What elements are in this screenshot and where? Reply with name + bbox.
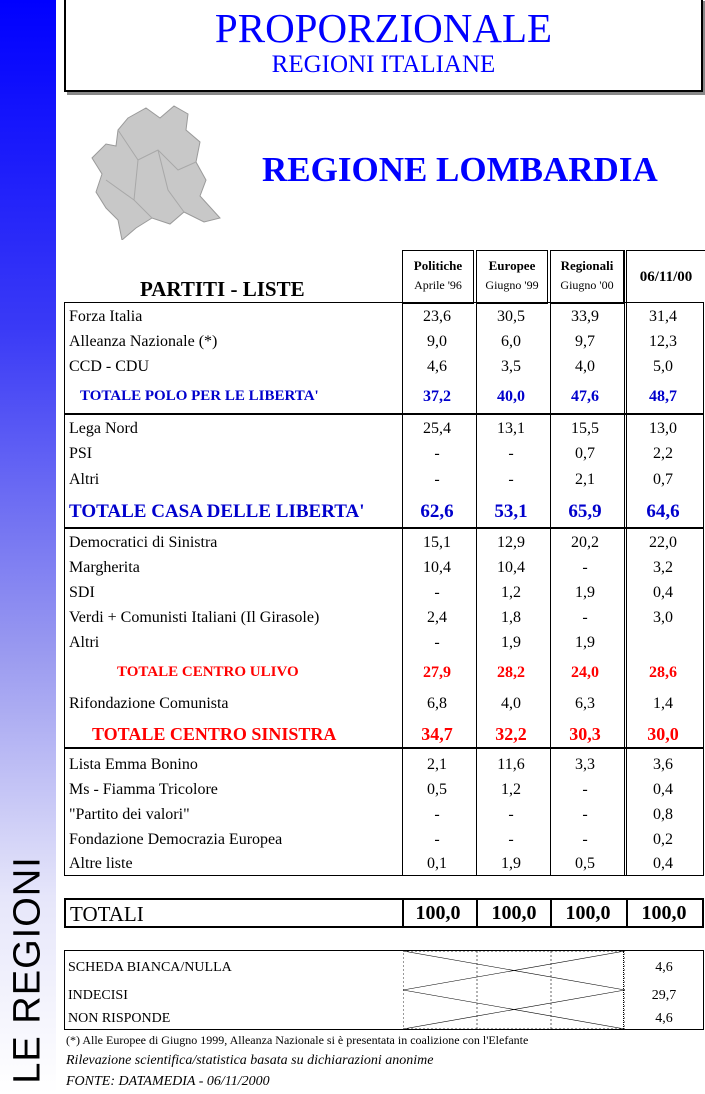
table-row: Verdi + Comunisti Italiani (Il Girasole) 2,4 1,8 - 3,0 — [69, 609, 673, 626]
table-row: Margherita 10,4 10,4 - 3,2 — [69, 559, 673, 576]
col-header-politiche: Politiche Aprile '96 — [402, 250, 474, 304]
table-row: Lista Emma Bonino 2,1 11,6 3,3 3,6 — [69, 756, 673, 773]
total-row-ulivo: TOTALE CENTRO ULIVO 27,9 28,2 24,0 28,6 — [117, 664, 677, 681]
extra-label: NON RISPONDE — [68, 1011, 171, 1026]
table-row: Alleanza Nazionale (*) 9,0 6,0 9,7 12,3 — [69, 333, 677, 350]
page-title: PROPORZIONALE — [214, 5, 553, 51]
footnote: (*) Alle Europee di Giugno 1999, Alleanza Nazionale si è presentata in coalizione con l'Elefante — [66, 1033, 529, 1047]
table-row: Fondazione Democrazia Europea - - - 0,2 — [69, 831, 673, 848]
total-row-polo: TOTALE POLO PER LE LIBERTA' 37,2 40,0 47,6 48,7 — [80, 388, 677, 405]
method-note: Rilevazione scientifica/statistica basata su dichiarazioni anonime — [66, 1053, 434, 1068]
col-header-europee: Europee Giugno '99 — [476, 250, 548, 304]
col-header-regionali: Regionali Giugno '00 — [550, 250, 624, 304]
table-row: SDI - 1,2 1,9 0,4 — [69, 584, 673, 601]
table-row: Lega Nord 25,4 13,1 15,5 13,0 — [69, 420, 677, 437]
lombardia-map-icon — [88, 100, 226, 240]
total-row-casa: TOTALE CASA DELLE LIBERTA' 62,6 53,1 65,9 64,6 — [69, 501, 680, 522]
page-subtitle: REGIONI ITALIANE — [271, 51, 496, 78]
total-row-sinistra: TOTALE CENTRO SINISTRA 34,7 32,2 30,3 30,0 — [92, 724, 679, 744]
table-row: Altri - 1,9 1,9 — [69, 634, 595, 651]
extra-label: INDECISI — [68, 988, 128, 1003]
source-note: FONTE: DATAMEDIA - 06/11/2000 — [66, 1074, 270, 1089]
table-row: Rifondazione Comunista 6,8 4,0 6,3 1,4 — [69, 695, 673, 712]
table-row: Altre liste 0,1 1,9 0,5 0,4 — [69, 855, 673, 872]
partiti-header: PARTITI - LISTE — [140, 277, 305, 301]
table-row: Democratici di Sinistra 15,1 12,9 20,2 22,0 — [69, 534, 677, 551]
totali-row: TOTALI 100,0 100,0 100,0 100,0 — [64, 898, 704, 928]
table-row: Altri - - 2,1 0,7 — [69, 471, 673, 488]
table-row: Ms - Fiamma Tricolore 0,5 1,2 - 0,4 — [69, 781, 673, 798]
extra-label: SCHEDA BIANCA/NULLA — [68, 960, 232, 975]
table-row: "Partito dei valori" - - - 0,8 — [69, 806, 673, 823]
region-title: REGIONE LOMBARDIA — [262, 150, 658, 189]
sidebar — [0, 0, 56, 1094]
col-header-date: 06/11/00 — [626, 250, 705, 303]
table-row: Forza Italia 23,6 30,5 33,9 31,4 — [69, 308, 677, 325]
crossed-cells — [403, 951, 625, 1029]
table-row: CCD - CDU 4,6 3,5 4,0 5,0 — [69, 358, 673, 375]
sidebar-label: LE REGIONI — [6, 856, 49, 1084]
table-row: PSI - - 0,7 2,2 — [69, 445, 673, 462]
title-box — [64, 0, 703, 92]
extra-table: SCHEDA BIANCA/NULLA 4,6 INDECISI 29,7 NON RISPONDE 4,6 — [64, 950, 704, 1030]
